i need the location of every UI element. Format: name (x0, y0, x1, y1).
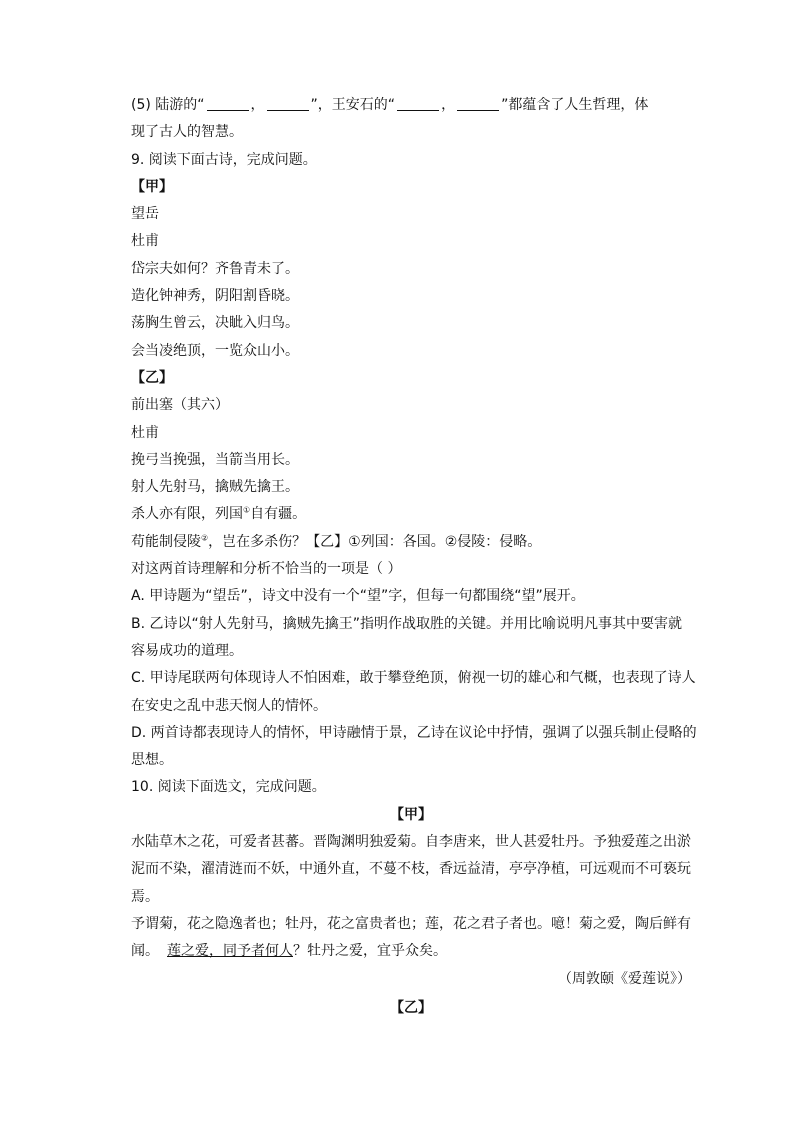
option-c-line2: 在安史之乱中悲天悯人的情怀。 (131, 697, 327, 714)
q10-intro: 10. 阅读下面选文，完成问题。 (131, 779, 326, 796)
q8-5-sep: ， (441, 97, 456, 113)
passage-line: 予谓菊，花之隐逸者也；牡丹，花之富贵者也；莲，花之君子者也。噫！菊之爱，陶后鲜有 (131, 915, 691, 932)
poem-line (131, 529, 691, 556)
q8-5-line1 (131, 92, 691, 119)
poem-yi-author: 杜甫 (131, 424, 159, 441)
footnote-mark: ② (201, 533, 209, 543)
q9-intro: 9. 阅读下面古诗，完成问题。 (131, 151, 317, 168)
passage-line (131, 938, 691, 965)
passage-text: ？牡丹之爱，宜乎众矣。 (293, 943, 447, 960)
footnote-mark: ① (243, 505, 251, 515)
option-a: A. 甲诗题为“望岳”，诗文中没有一个“望”字，但每一句都围绕“望”展开。 (131, 588, 585, 605)
option-c-line1: C. 甲诗尾联两句体现诗人不怕困难，敢于攀登绝顶，俯视一切的雄心和气概，也表现了诗人 (131, 670, 696, 687)
option-d-line2: 思想。 (131, 752, 173, 769)
poem-line: 会当凌绝顶，一览众山小。 (131, 342, 299, 359)
answer-blank (457, 96, 499, 111)
option-d-line1: D. 两首诗都表现诗人的情怀，甲诗融情于景，乙诗在议论中抒情，强调了以强兵制止侵略的 (131, 724, 697, 741)
passage-line: 焉。 (131, 888, 159, 905)
poem-text: 杀人亦有限，列国 (131, 506, 243, 523)
poem-text: ，岂在多杀伤？【乙】①列国：各国。②侵陵：侵略。 (208, 533, 542, 550)
poem-text: 苟能制侵陵 (131, 533, 201, 550)
passage-line: 泥而不染，濯清涟而不妖，中通外直，不蔓不枝，香远益清，亭亭净植，可远观而不可亵玩 (131, 861, 691, 878)
poem-line: 造化钟神秀，阴阳割昏晓。 (131, 288, 299, 305)
poem-yi-tag: 【乙】 (131, 369, 173, 386)
document-page (131, 92, 697, 1022)
q9-question: 对这两首诗理解和分析不恰当的一项是（ ） (131, 561, 402, 578)
underlined-sentence: 莲之爱，同予者何人 (167, 943, 293, 960)
passage-text: 闻。 (131, 943, 159, 960)
poem-line: 荡胸生曾云，决眦入归鸟。 (131, 315, 299, 332)
poem-jia-title: 望岳 (131, 206, 159, 223)
passage-line: 水陆草木之花，可爱者甚蕃。晋陶渊明独爱菊。自李唐来，世人甚爱牡丹。予独爱莲之出淤 (131, 834, 691, 851)
q8-5-mid: ”，王安石的“ (310, 97, 396, 113)
poem-line: 挽弓当挽强，当箭当用长。 (131, 451, 299, 468)
passage-jia-tag: 【甲】 (390, 806, 432, 823)
q8-5-sep: ， (250, 97, 265, 113)
answer-blank (207, 96, 249, 111)
q8-5-suffix: ”都蕴含了人生哲理，体 (501, 97, 649, 113)
option-b-line2: 容易成功的道理。 (131, 642, 243, 659)
answer-blank (397, 96, 439, 111)
poem-yi-title: 前出塞（其六） (131, 397, 229, 414)
poem-line: 射人先射马，擒贼先擒王。 (131, 479, 299, 496)
poem-jia-tag: 【甲】 (131, 178, 173, 195)
poem-jia-author: 杜甫 (131, 233, 159, 250)
q8-5-prefix: (5) 陆游的“ (131, 97, 205, 113)
poem-text: 自有疆。 (250, 506, 307, 523)
option-b-line1: B. 乙诗以“射人先射马，擒贼先擒王”指明作战取胜的关键。并用比喻说明凡事其中要害就 (131, 615, 683, 632)
passage-yi-tag: 【乙】 (390, 999, 432, 1016)
passage-source: （周敦颐《爱莲说》） (558, 970, 691, 987)
q8-5-line2: 现了古人的智慧。 (131, 124, 243, 141)
poem-line: 岱宗夫如何？齐鲁青未了。 (131, 260, 299, 277)
answer-blank (267, 96, 309, 111)
poem-line (131, 501, 691, 528)
